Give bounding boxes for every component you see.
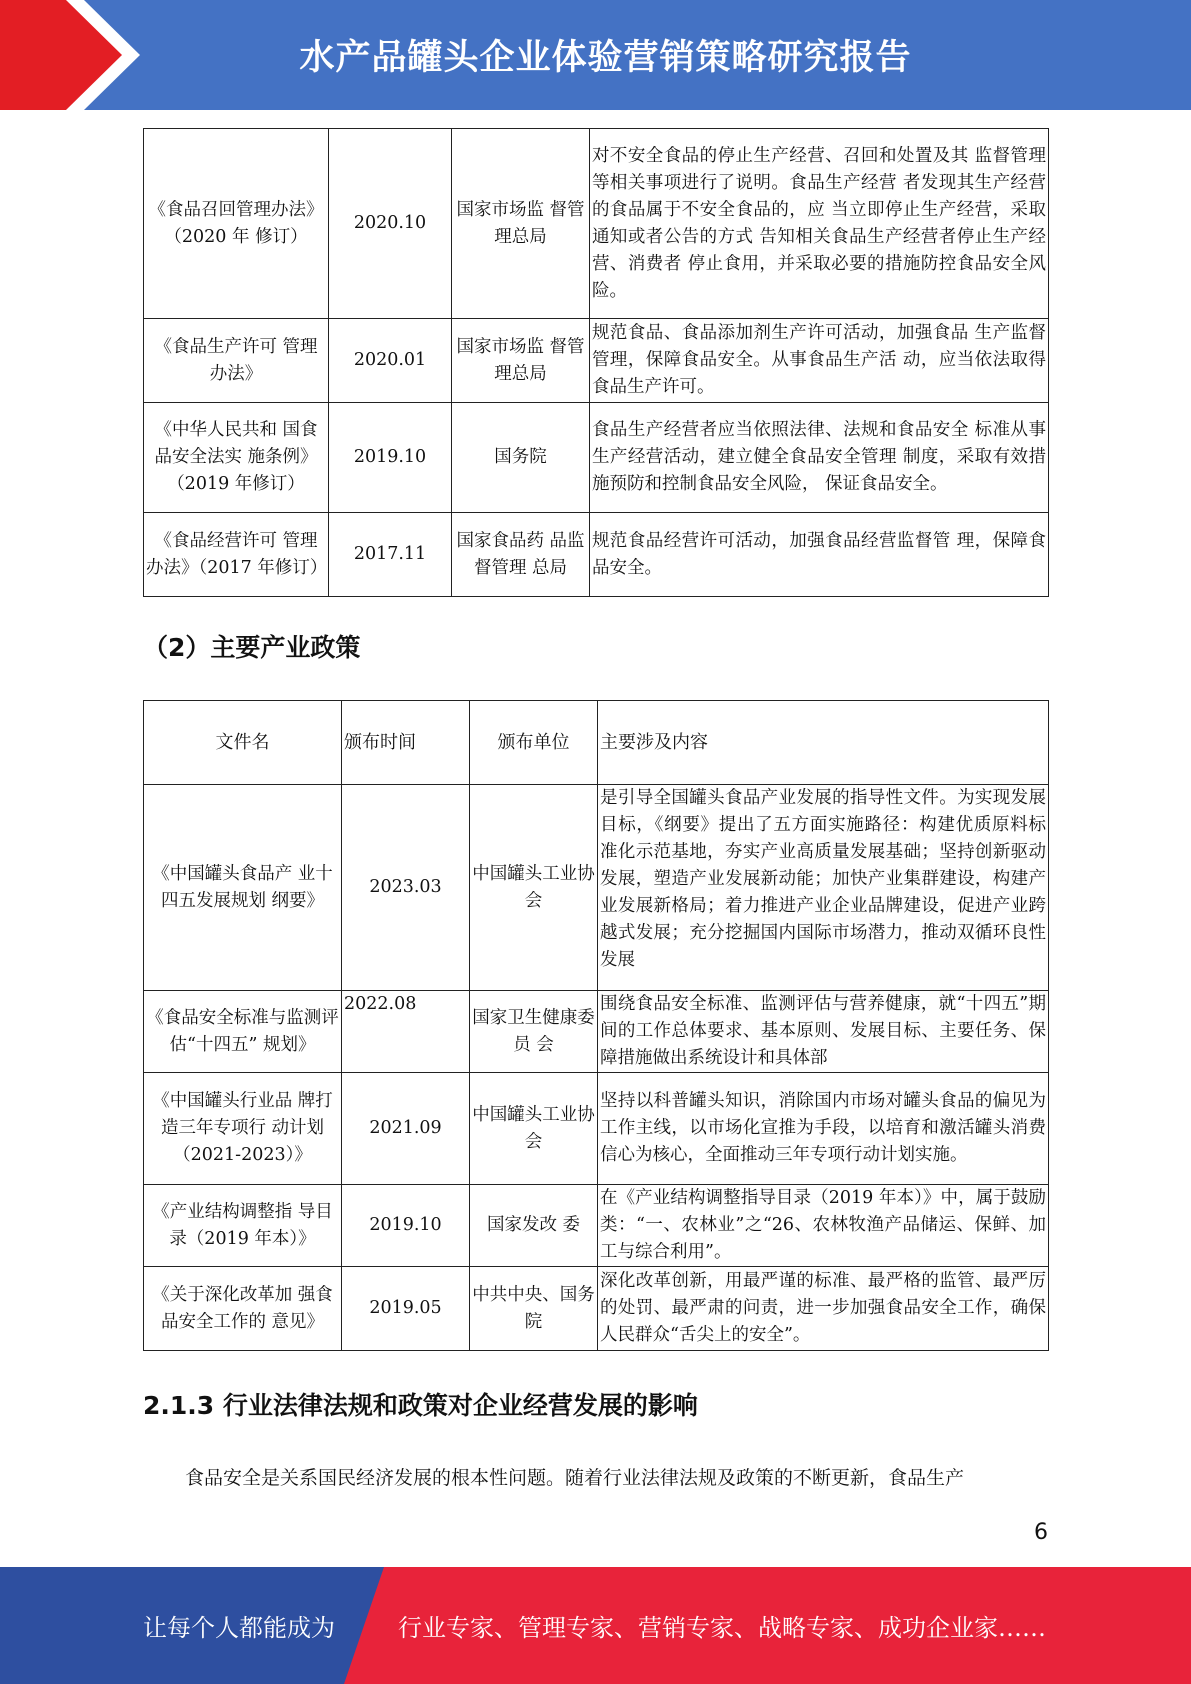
- page-header: [0, 0, 1191, 110]
- content-cell: 食品生产经营者应当依照法律、法规和食品安全 标准从事生产经营活动，建立健全食品安全管理 制度，采取有效措施预防和控制食品安全风险， 保证食品安全。: [590, 403, 1049, 513]
- doc-name-cell: 《中国罐头行业品 牌打造三年专项行 动计划（2021-2023）》: [144, 1073, 342, 1185]
- page-number: 6: [1034, 1520, 1048, 1545]
- table-row: [144, 1267, 1049, 1351]
- content-text: 是引导全国罐头食品产业发展的指导性文件。为实现发展目标，《纲要》提出了五方面实施路径：构建优质原料标准化示范基地，夯实产业高质量发展基础；坚持创新驱动发展，塑造产业发展新动能；加快产业集群建设，构建产业发展新格局；着力推进产业企业品牌建设，促进产业跨越式发展；充分挖掘国内国际市场潜力，推动双循环良性发展: [600, 788, 1046, 970]
- issuer-cell: 国家市场监 督管理总局: [452, 319, 590, 403]
- issuer-cell: 国家发改 委: [470, 1185, 598, 1267]
- header-title: 水产品罐头企业体验营销策略研究报告: [299, 38, 912, 78]
- table-header-row: [144, 701, 1049, 785]
- date-cell: 2017.11: [329, 513, 452, 597]
- table-row: [144, 785, 1049, 991]
- date-cell: 2022.08: [342, 991, 470, 1073]
- issuer-cell: 国家市场监 督管理总局: [452, 129, 590, 319]
- table-row: [144, 1073, 1049, 1185]
- issuer-cell: 中国罐头工业协会: [470, 1073, 598, 1185]
- issuer-cell: 国务院: [452, 403, 590, 513]
- issuer-cell: 中共中央、国务院: [470, 1267, 598, 1351]
- date-cell: 2023.03: [342, 785, 470, 991]
- table-row: [144, 513, 1049, 597]
- doc-name-cell: 《食品召回管理办法》（2020 年 修订）: [144, 129, 329, 319]
- date-cell: 2021.09: [342, 1073, 470, 1185]
- doc-name-cell: 《中华人民共和 国食品安全法实 施条例》（2019 年修订）: [144, 403, 329, 513]
- header-content: 主要涉及内容: [598, 701, 1049, 785]
- date-cell: 2019.05: [342, 1267, 470, 1351]
- policies-table: [143, 700, 1049, 1351]
- table-row: [144, 403, 1049, 513]
- issuer-cell: 国家食品药 品监督管理 总局: [452, 513, 590, 597]
- content-cell: 坚持以科普罐头知识，消除国内市场对罐头食品的偏见为工作主线，以市场化宣推为手段，以培育和激活罐头消费信心为核心，全面推动三年专项行动计划实施。: [598, 1073, 1049, 1185]
- doc-name-cell: 《食品经营许可 管理办法》（2017 年修订）: [144, 513, 329, 597]
- footer-slogan-right: 行业专家、管理专家、营销专家、战略专家、成功企业家……: [398, 1614, 1046, 1642]
- content-cell: 规范食品经营许可活动，加强食品经营监督管 理，保障食品安全。: [590, 513, 1049, 597]
- doc-name-cell: 《产业结构调整指 导目录（2019 年本）》: [144, 1185, 342, 1267]
- footer-slogan-left: 让每个人都能成为: [143, 1614, 335, 1642]
- issuer-cell: 中国罐头工业协会: [470, 785, 598, 991]
- date-cell: 2020.01: [329, 319, 452, 403]
- date-cell: 2019.10: [342, 1185, 470, 1267]
- doc-name-cell: 《关于深化改革加 强食品安全工作的 意见》: [144, 1267, 342, 1351]
- regulations-table: [143, 128, 1049, 597]
- content-cell: [598, 785, 1049, 991]
- section-title-impact: 2.1.3 行业法律法规和政策对企业经营发展的影响: [143, 1391, 698, 1420]
- table-row: [144, 1185, 1049, 1267]
- content-cell: [598, 991, 1049, 1073]
- page-footer: [0, 1567, 1191, 1684]
- header-date: 颁布时间: [342, 701, 470, 785]
- header-issuer: 颁布单位: [470, 701, 598, 785]
- content-cell: 规范食品、食品添加剂生产许可活动，加强食品 生产监督管理，保障食品安全。从事食品生产活 动，应当依法取得食品生产许可。: [590, 319, 1049, 403]
- doc-name-cell: 《食品安全标准与监测评估“十四五” 规划》: [144, 991, 342, 1073]
- content-cell: 在《产业结构调整指导目录（2019 年本）》中，属于鼓励类：“一、农林业”之“26、农林牧渔产品储运、保鲜、加工与综合利用”。: [598, 1185, 1049, 1267]
- content-text: 围绕食品安全标准、监测评估与营养健康，就“十四五”期间的工作总体要求、基本原则、发展目标、主要任务、保障措施做出系统设计和具体部: [600, 994, 1046, 1068]
- table-row: [144, 319, 1049, 403]
- body-paragraph: 食品安全是关系国民经济发展的根本性问题。随着行业法律法规及政策的不断更新，食品生产: [185, 1467, 965, 1489]
- table-row: [144, 991, 1049, 1073]
- doc-name-cell: 《食品生产许可 管理办法》: [144, 319, 329, 403]
- issuer-cell: 国家卫生健康委员 会: [470, 991, 598, 1073]
- header-doc-name: 文件名: [144, 701, 342, 785]
- date-cell: 2020.10: [329, 129, 452, 319]
- content-cell: 对不安全食品的停止生产经营、召回和处置及其 监督管理等相关事项进行了说明。食品生产经营 者发现其生产经营的食品属于不安全食品的，应 当立即停止生产经营，采取通知或者公告的方式 告知相关食品生产经营者停止生产经营、消费者 停止食用，并采取必要的措施防控食品安全风 险。: [590, 129, 1049, 319]
- subsection-title-policy: （2）主要产业政策: [143, 633, 361, 662]
- date-cell: 2019.10: [329, 403, 452, 513]
- table-row: [144, 129, 1049, 319]
- doc-name-cell: 《中国罐头食品产 业十四五发展规划 纲要》: [144, 785, 342, 991]
- content-cell: 深化改革创新，用最严谨的标准、最严格的监管、最严厉的处罚、最严肃的问责，进一步加强食品安全工作，确保人民群众“舌尖上的安全”。: [598, 1267, 1049, 1351]
